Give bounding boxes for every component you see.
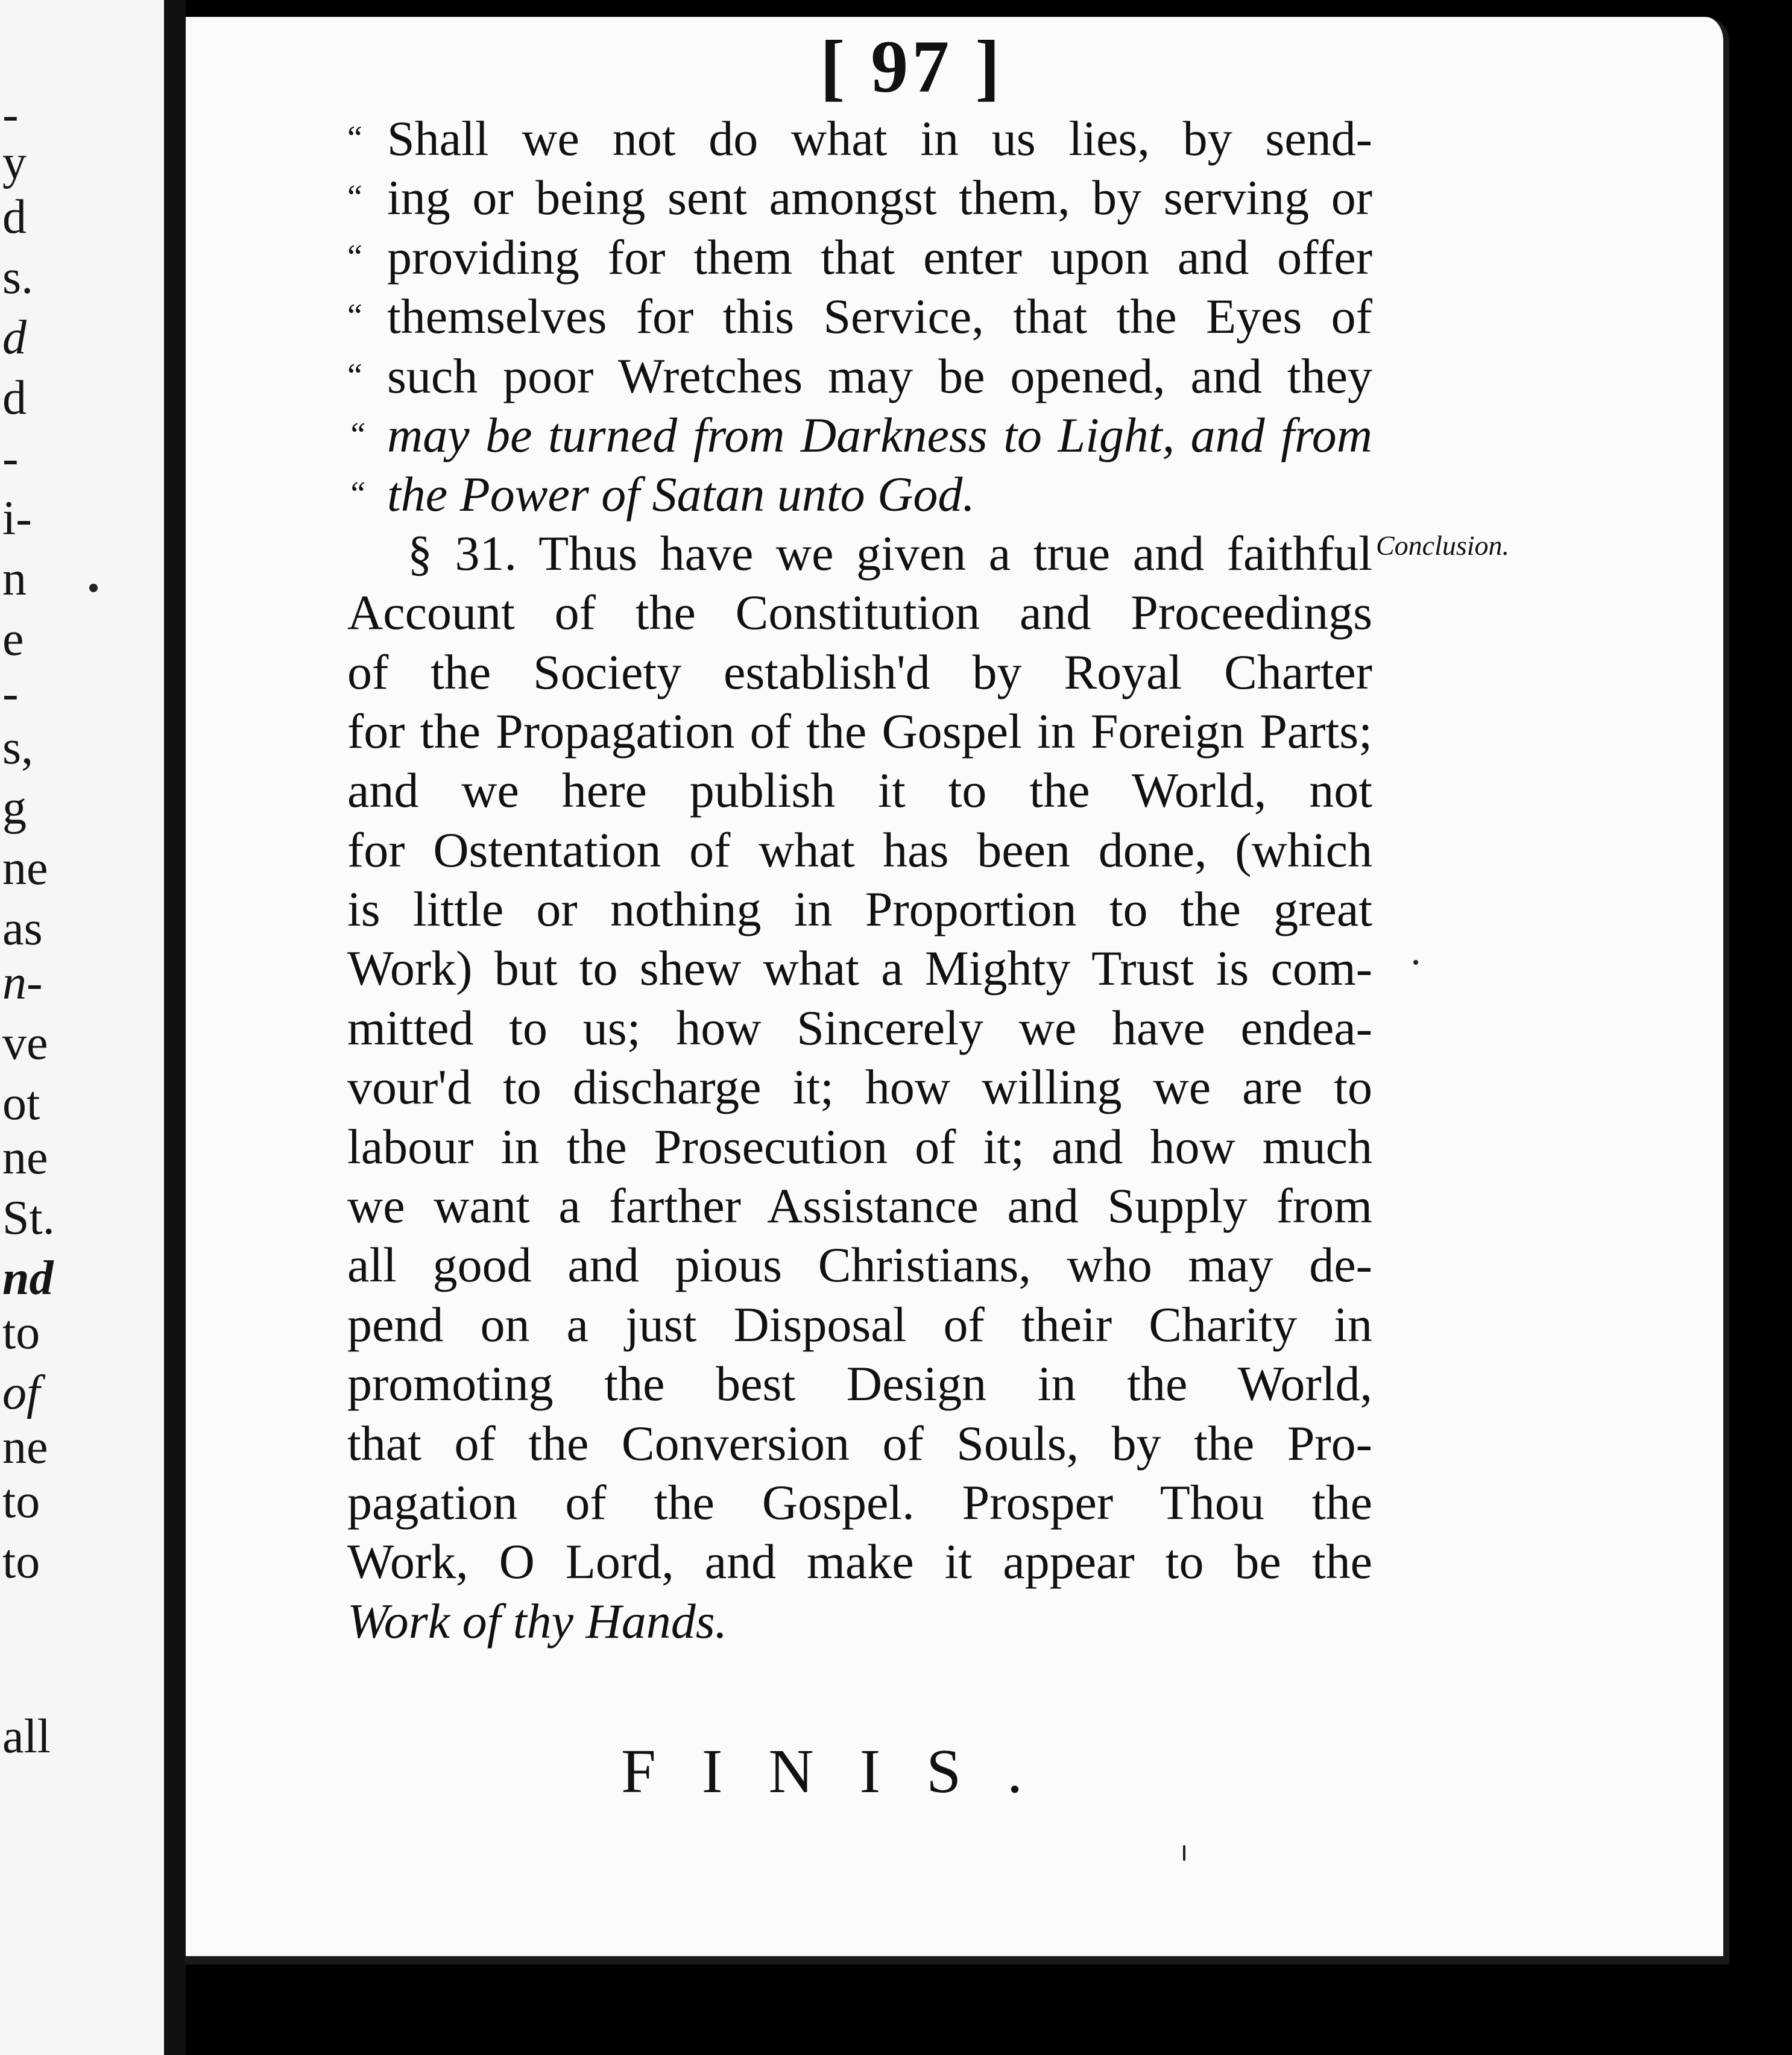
text-line <box>347 464 1372 523</box>
quote-mark: “ <box>347 356 362 394</box>
facing-page-text: ne <box>2 842 48 895</box>
line-text: providing for them that enter upon and offer <box>387 229 1372 285</box>
text-line <box>347 1058 1372 1117</box>
text-line <box>347 761 1372 820</box>
line-text: Work) but to shew what a Mighty Trust is com- <box>347 941 1372 996</box>
book-gutter <box>164 0 186 2055</box>
facing-page-text: ot <box>2 1077 40 1130</box>
line-text: Shall we not do what in us lies, by send- <box>387 111 1372 166</box>
line-text: that of the Conversion of Souls, by the Pro- <box>347 1415 1372 1471</box>
text-line <box>347 1176 1372 1236</box>
quote-mark: “ <box>347 415 367 453</box>
facing-page-text: - <box>2 667 19 720</box>
text-line <box>347 702 1372 761</box>
line-text: may be turned from Darkness to Light, and from <box>387 407 1372 462</box>
line-text: such poor Wretches may be opened, and they <box>387 348 1372 403</box>
facing-page-text: to <box>2 1306 40 1359</box>
line-text: pagation of the Gospel. Prosper Thou the <box>347 1474 1372 1530</box>
text-line <box>347 227 1372 286</box>
line-text: Account of the Constitution and Proceedings <box>347 585 1372 640</box>
text-line <box>347 1117 1372 1176</box>
text-line <box>347 1295 1372 1354</box>
facing-page-text: y <box>2 136 27 189</box>
line-text: ing or being sent amongst them, by serving or <box>387 170 1372 226</box>
line-text: of the Society establish'd by Royal Charter <box>347 644 1372 699</box>
text-line <box>347 1414 1372 1473</box>
line-text: is little or nothing in Proportion to the great <box>347 882 1372 937</box>
line-text: all good and pious Christians, who may de- <box>347 1237 1372 1293</box>
line-text: and we here publish it to the World, not <box>347 763 1372 818</box>
facing-page-text: e <box>2 613 24 666</box>
facing-page-text: i- <box>2 492 32 545</box>
ink-speck <box>89 584 98 592</box>
line-text: mitted to us; how Sincerely we have endea- <box>347 1000 1372 1055</box>
facing-page-text: of <box>2 1366 40 1419</box>
facing-page-text: n <box>2 552 27 605</box>
section-start-line <box>347 524 1372 583</box>
facing-page-text: ve <box>2 1017 48 1070</box>
text-line <box>347 346 1372 405</box>
facing-page-text: - <box>2 88 19 141</box>
text-line <box>347 1354 1372 1413</box>
facing-page-text: nd <box>2 1252 54 1305</box>
text-line <box>347 880 1372 939</box>
quote-mark: “ <box>347 238 362 276</box>
facing-page-text: g <box>2 781 27 835</box>
line-text: the Power of Satan unto God. <box>387 467 975 522</box>
page-number: [ 97 ] <box>820 25 1004 108</box>
facing-page-text: St. <box>2 1192 55 1245</box>
ink-speck <box>1183 1845 1185 1861</box>
line-text: themselves for this Service, that the Eyes of <box>387 289 1372 344</box>
facing-page-text: s. <box>2 251 34 304</box>
facing-page-text: as <box>2 902 43 955</box>
line-text: for Ostentation of what has been done, (which <box>347 822 1372 877</box>
line-text: we want a farther Assistance and Supply from <box>347 1178 1372 1234</box>
facing-page-text: s, <box>2 721 34 774</box>
text-line <box>347 939 1372 998</box>
text-line <box>347 286 1372 346</box>
ink-speck <box>1413 960 1418 965</box>
text-line <box>347 405 1372 464</box>
line-text: § 31. Thus have we given a true and faithful <box>408 525 1372 581</box>
quote-mark: “ <box>347 475 367 513</box>
finis-heading: FINIS. <box>621 1737 1069 1806</box>
quote-mark: “ <box>347 178 362 216</box>
body-text <box>347 109 1372 1651</box>
text-line <box>347 583 1372 642</box>
line-text: Work, O Lord, and make it appear to be the <box>347 1534 1372 1589</box>
text-line <box>347 643 1372 702</box>
text-line <box>347 109 1372 168</box>
facing-page-text: d <box>2 311 27 364</box>
facing-page-fragment <box>0 0 164 2055</box>
line-text: vour'd to discharge it; how willing we are to <box>347 1059 1372 1115</box>
facing-page-text: n- <box>2 956 43 1009</box>
text-line <box>347 1532 1372 1591</box>
line-text: labour in the Prosecution of it; and how much <box>347 1119 1372 1174</box>
facing-page-text: ne <box>2 1421 48 1474</box>
line-text: for the Propagation of the Gospel in Foreign Parts; <box>347 703 1372 759</box>
line-text: promoting the best Design in the World, <box>347 1356 1372 1412</box>
line-text: pend on a just Disposal of their Charity in <box>347 1296 1372 1352</box>
margin-note: Conclusion. <box>1376 530 1510 561</box>
facing-page-text: ne <box>2 1131 48 1184</box>
facing-page-text: d <box>2 191 27 244</box>
facing-page-text: to <box>2 1475 40 1528</box>
text-line <box>347 1473 1372 1532</box>
text-line <box>347 1236 1372 1295</box>
text-line <box>347 999 1372 1058</box>
facing-page-text: d <box>2 371 27 425</box>
facing-page-text: - <box>2 432 19 485</box>
facing-page-text: all <box>2 1710 51 1763</box>
text-line <box>347 168 1372 227</box>
text-line <box>347 821 1372 880</box>
quote-mark: “ <box>347 119 362 157</box>
quote-mark: “ <box>347 297 362 335</box>
line-text: Work of thy Hands. <box>347 1593 728 1649</box>
facing-page-text: to <box>2 1535 40 1588</box>
text-line <box>347 1592 1372 1651</box>
